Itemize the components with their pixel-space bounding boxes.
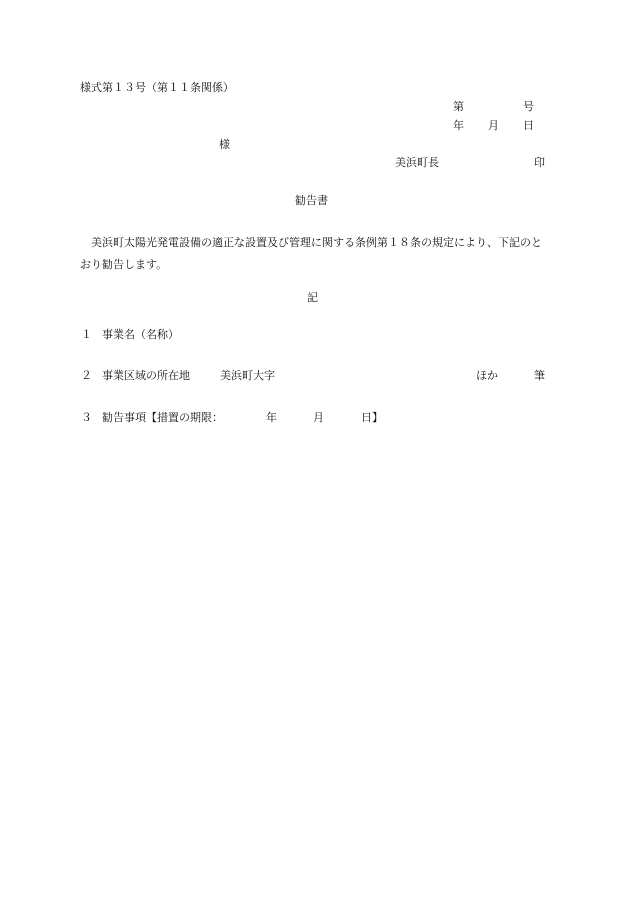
item-3-month: 月 xyxy=(313,411,324,424)
item-1-label: 事業名（名称） xyxy=(102,328,179,341)
item-3-number: ３ xyxy=(81,411,92,424)
item-2-number: ２ xyxy=(81,369,92,382)
date-month: 月 xyxy=(488,119,499,132)
issuer-name: 美浜町長 xyxy=(395,156,439,169)
item-2-place: 美浜町大字 xyxy=(220,369,275,382)
item-2-hoka: ほか xyxy=(476,369,498,382)
item-2-label: 事業区域の所在地 xyxy=(102,369,190,382)
item-3-year: 年 xyxy=(266,411,277,424)
document-title: 勧告書 xyxy=(295,194,328,207)
item-1-number: １ xyxy=(81,328,92,341)
ki-heading: 記 xyxy=(307,291,318,304)
form-label: 様式第１３号（第１１条関係） xyxy=(80,81,234,94)
item-3-label: 勧告事項【措置の期限： xyxy=(102,411,223,424)
item-3-day: 日】 xyxy=(361,411,383,424)
date-day: 日 xyxy=(523,119,534,132)
number-suffix: 号 xyxy=(523,100,534,113)
number-prefix: 第 xyxy=(453,100,464,113)
seal-mark: 印 xyxy=(534,156,545,169)
item-2-hitsu: 筆 xyxy=(534,369,545,382)
date-year: 年 xyxy=(453,119,464,132)
body-paragraph: 美浜町太陽光発電設備の適正な設置及び管理に関する条例第１８条の規定により、下記のとおり勧告します。 xyxy=(80,236,542,271)
addressee-suffix: 様 xyxy=(219,138,230,151)
